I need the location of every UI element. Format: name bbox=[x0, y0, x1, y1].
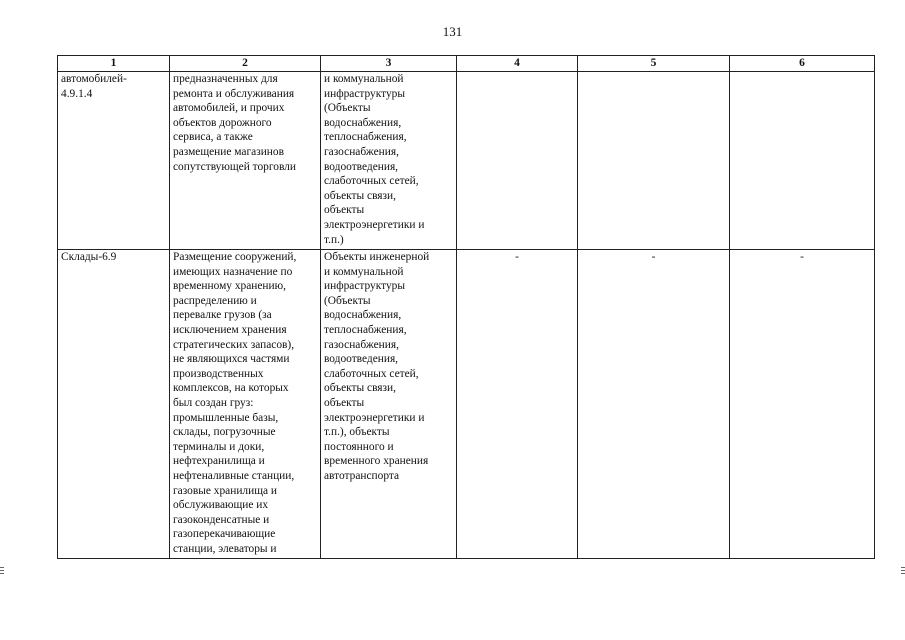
text-line: стратегических запасов), bbox=[173, 338, 295, 351]
column-5-cell: - bbox=[578, 250, 730, 559]
text-line: (Объекты bbox=[324, 294, 371, 307]
text-line: инфраструктуры bbox=[324, 87, 405, 100]
column-header-2: 2 bbox=[170, 56, 321, 72]
text-line: размещение магазинов bbox=[173, 145, 284, 158]
text-line: электроэнергетики и bbox=[324, 218, 425, 231]
table-row bbox=[58, 72, 875, 250]
text-line: временному хранению, bbox=[173, 280, 286, 293]
text-line: автомобилей, и прочих bbox=[173, 102, 285, 115]
text-line: автомобилей- bbox=[61, 73, 127, 85]
column-header-5: 5 bbox=[578, 56, 730, 72]
text-line: слаботочных сетей, bbox=[324, 175, 419, 188]
text-line: газоснабжения, bbox=[324, 145, 399, 158]
text-line: производственных bbox=[173, 367, 264, 380]
text-line: был создан груз: bbox=[173, 396, 254, 409]
text-line: нефтеналивные станции, bbox=[173, 469, 295, 482]
text-line: постоянного и bbox=[324, 440, 394, 453]
text-line: нефтехранилища и bbox=[173, 455, 265, 468]
scan-edge-mark bbox=[901, 567, 905, 568]
text-line: водоснабжения, bbox=[324, 116, 402, 129]
text-line: предназначенных для bbox=[173, 73, 278, 85]
column-6-cell bbox=[730, 72, 875, 250]
auxiliary-use-cell bbox=[321, 72, 457, 250]
land-use-code-cell bbox=[58, 250, 170, 559]
scan-edge-mark bbox=[0, 567, 4, 568]
column-header-3: 3 bbox=[321, 56, 457, 72]
text-line: объекты связи, bbox=[324, 189, 396, 202]
scan-edge-mark bbox=[901, 573, 905, 574]
column-6-cell: - bbox=[730, 250, 875, 559]
text-line: водоснабжения, bbox=[324, 309, 402, 322]
text-line: т.п.), объекты bbox=[324, 426, 390, 439]
text-line: комплексов, на которых bbox=[173, 382, 289, 395]
text-line: электроэнергетики и bbox=[324, 411, 425, 424]
column-4-cell bbox=[457, 72, 578, 250]
auxiliary-use-cell bbox=[321, 250, 457, 559]
column-5-cell bbox=[578, 72, 730, 250]
text-line: т.п.) bbox=[324, 233, 344, 246]
column-header-1: 1 bbox=[58, 56, 170, 72]
scan-edge-mark bbox=[0, 570, 4, 571]
text-line: инфраструктуры bbox=[324, 280, 405, 293]
page-number: 131 bbox=[442, 24, 463, 39]
text-line: сопутствующей торговли bbox=[173, 160, 296, 173]
text-line: обслуживающие их bbox=[173, 499, 269, 512]
text-line: теплоснабжения, bbox=[324, 323, 407, 336]
text-line: сервиса, а также bbox=[173, 131, 253, 144]
text-line: объекты bbox=[324, 204, 365, 217]
text-line: имеющих назначение по bbox=[173, 265, 293, 278]
text-line: (Объекты bbox=[324, 102, 371, 115]
description-cell bbox=[170, 250, 321, 559]
text-line: теплоснабжения, bbox=[324, 131, 407, 144]
text-line: 4.9.1.4 bbox=[61, 87, 93, 100]
text-line: водоотведения, bbox=[324, 353, 399, 366]
text-line: временного хранения bbox=[324, 455, 429, 468]
text-line: не являющихся частями bbox=[173, 353, 290, 366]
table-row bbox=[58, 250, 875, 559]
text-line: исключением хранения bbox=[173, 323, 287, 336]
text-line: газоконденсатные и bbox=[173, 513, 270, 526]
text-line: газоснабжения, bbox=[324, 338, 399, 351]
column-header-6: 6 bbox=[730, 56, 875, 72]
text-line: объекты bbox=[324, 396, 365, 409]
text-line: объектов дорожного bbox=[173, 116, 272, 129]
text-line: газоперекачивающие bbox=[173, 528, 276, 541]
description-cell bbox=[170, 72, 321, 250]
scan-edge-mark bbox=[901, 570, 905, 571]
text-line: промышленные базы, bbox=[173, 411, 279, 424]
text-line: объекты связи, bbox=[324, 382, 396, 395]
text-line: Объекты инженерной bbox=[324, 251, 430, 263]
header-row bbox=[58, 56, 875, 72]
text-line: водоотведения, bbox=[324, 160, 399, 173]
zoning-table bbox=[57, 55, 875, 559]
text-line: склады, погрузочные bbox=[173, 426, 276, 439]
text-line: терминалы и доки, bbox=[173, 440, 265, 453]
text-line: Размещение сооружений, bbox=[173, 251, 297, 263]
text-line: слаботочных сетей, bbox=[324, 367, 419, 380]
text-line: газовые хранилища и bbox=[173, 484, 277, 497]
text-line: станции, элеваторы и bbox=[173, 542, 277, 555]
land-use-code-cell bbox=[58, 72, 170, 250]
text-line: и коммунальной bbox=[324, 265, 404, 278]
text-line: автотранспорта bbox=[324, 469, 400, 482]
column-4-cell: - bbox=[457, 250, 578, 559]
scan-edge-mark bbox=[0, 573, 4, 574]
text-line: перевалке грузов (за bbox=[173, 309, 272, 322]
text-line: ремонта и обслуживания bbox=[173, 87, 295, 100]
text-line: Склады-6.9 bbox=[61, 251, 117, 263]
text-line: распределению и bbox=[173, 294, 257, 307]
text-line: и коммунальной bbox=[324, 73, 404, 85]
column-header-4: 4 bbox=[457, 56, 578, 72]
